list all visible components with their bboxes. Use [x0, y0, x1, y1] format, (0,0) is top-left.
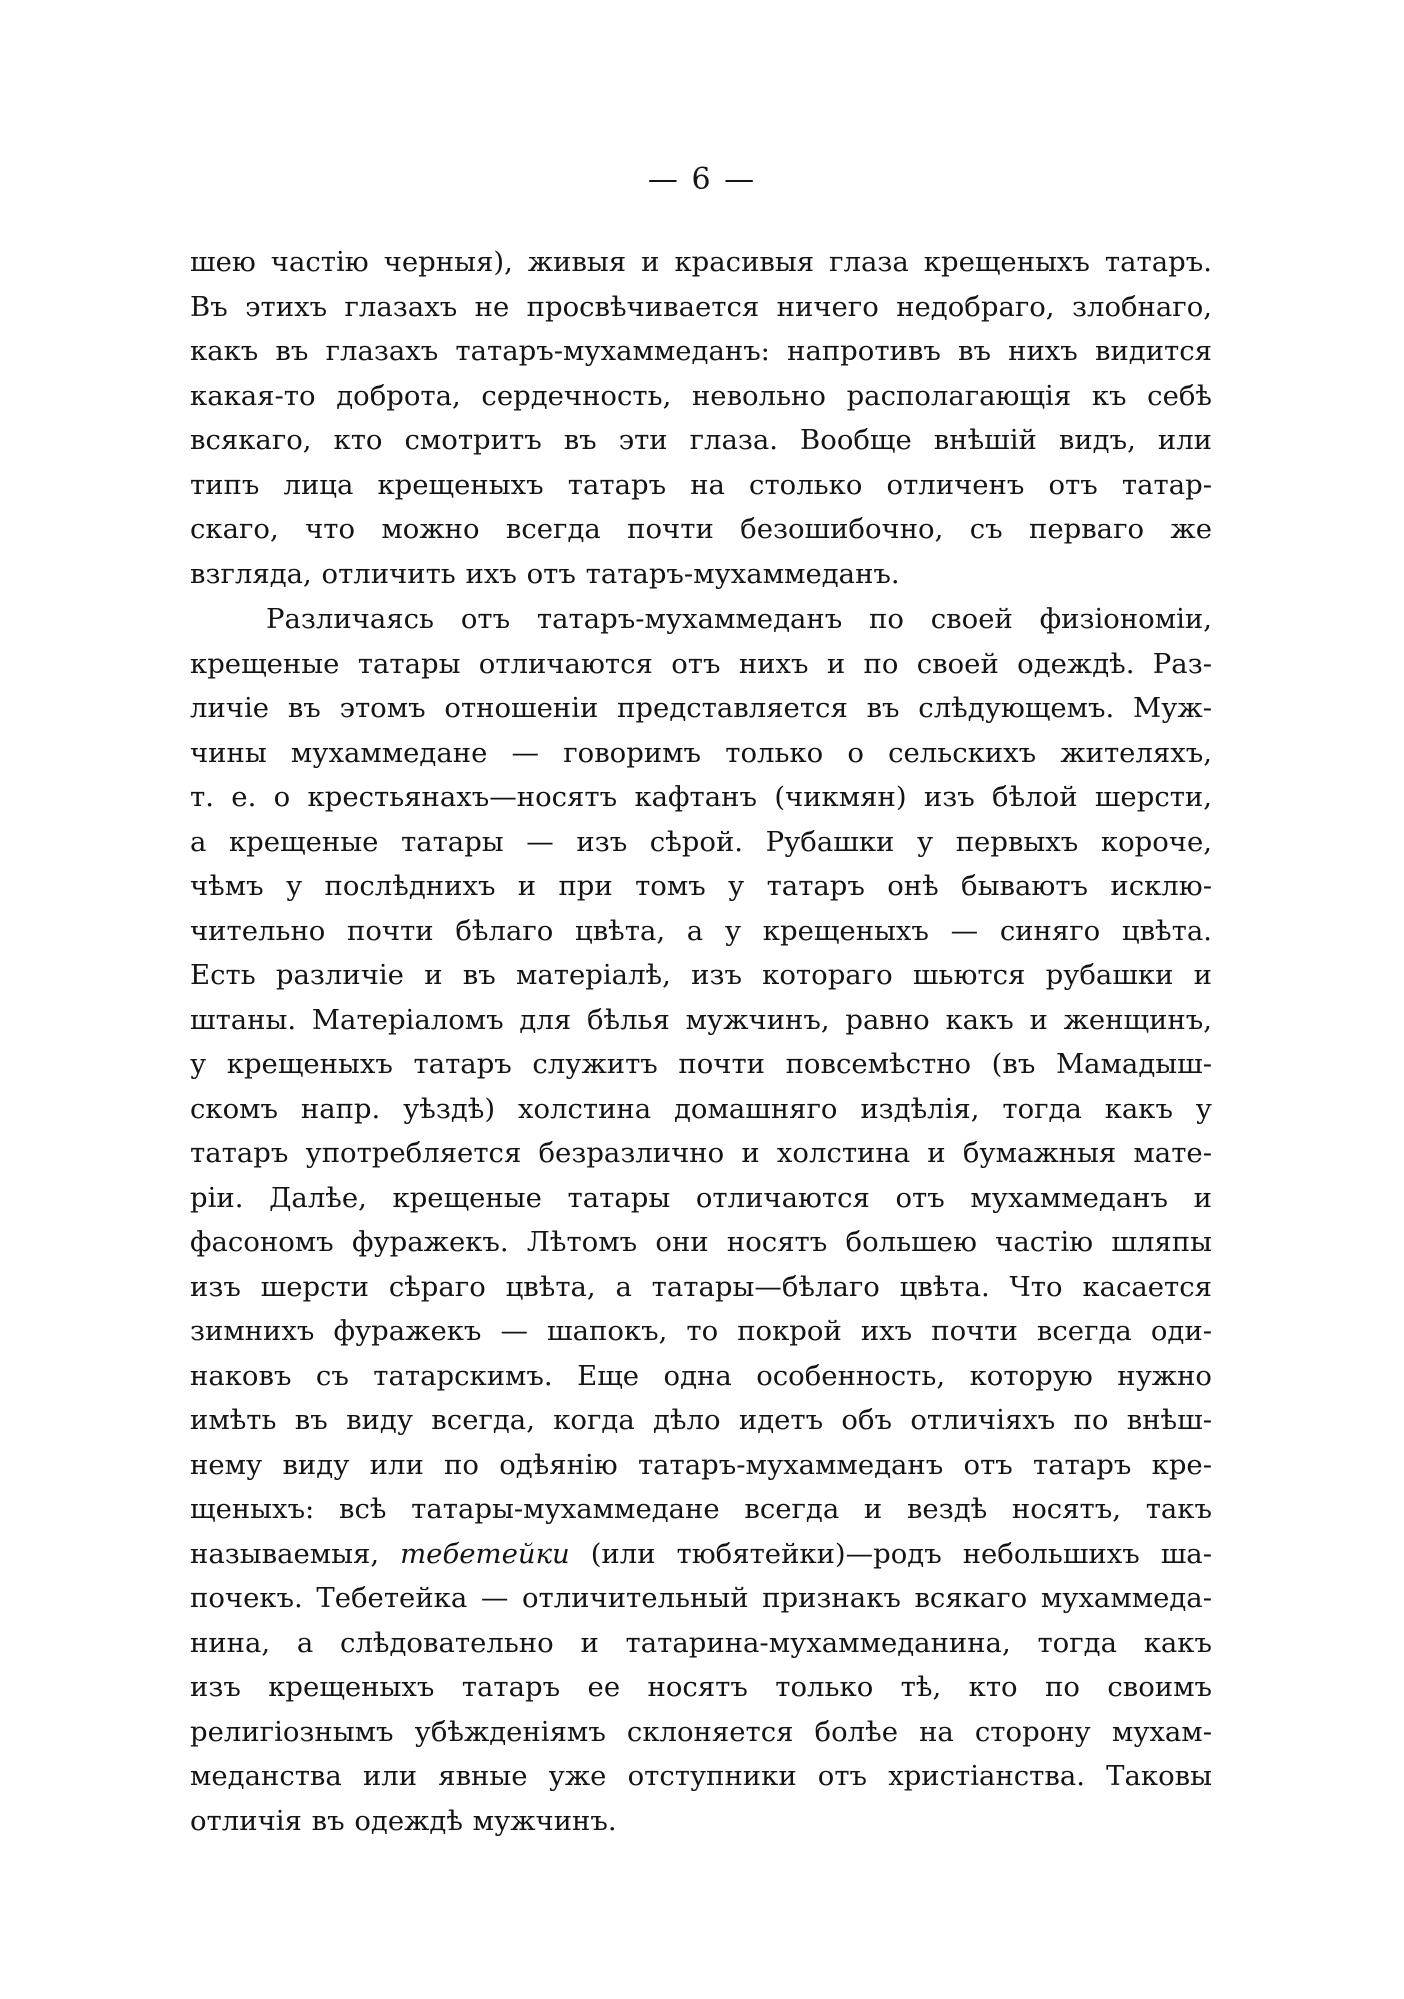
emphasized-term: тебетейки [400, 1537, 570, 1570]
text-line: изъ крещеныхъ татаръ ее носятъ только тѣ, кто по своимъ [190, 1671, 1212, 1703]
emphasis-after: (или тюбятейки)—родъ небольшихъ ша- [569, 1537, 1212, 1570]
text-line: штаны. Матеріаломъ для бѣлья мужчинъ, равно какъ и женщинъ, [190, 1003, 1212, 1036]
text-line: изъ шерсти сѣраго цвѣта, а татары—бѣлаго цвѣта. Что касается [190, 1270, 1212, 1303]
text-line: зимнихъ фуражекъ — шапокъ, то покрой ихъ почти всегда оди- [190, 1315, 1212, 1347]
text-line: шею частію черныя), живыя и красивыя глаза крещеныхъ татаръ. [190, 246, 1212, 278]
text-line: какая-то доброта, сердечность, невольно располагающія къ себѣ [190, 379, 1212, 412]
text-line: чины мухаммедане — говоримъ только о сельскихъ жителяхъ, [190, 736, 1212, 769]
text-line: меданства или явные уже отступники отъ христіанства. Таковы [190, 1760, 1212, 1792]
text-line: Различаясь отъ татаръ-мухаммеданъ по своей физіономіи, [266, 603, 1212, 635]
text-line: ріи. Далѣе, крещеные татары отличаются отъ мухаммеданъ и [190, 1181, 1212, 1214]
text-line: чѣмъ у послѣднихъ и при томъ у татаръ онѣ бываютъ исклю- [190, 870, 1212, 902]
text-line: нина, а слѣдовательно и татарина-мухаммеданина, тогда какъ [190, 1626, 1212, 1659]
text-line: у крещеныхъ татаръ служитъ почти повсемѣстно (въ Мамадыш- [190, 1048, 1212, 1080]
text-line: фасономъ фуражекъ. Лѣтомъ они носятъ большею частію шляпы [190, 1226, 1212, 1258]
text-line: имѣть въ виду всегда, когда дѣло идетъ объ отличіяхъ по внѣш- [190, 1404, 1212, 1436]
paragraph-1 [190, 240, 1212, 596]
text-line: крещеные татары отличаются отъ нихъ и по своей одеждѣ. Раз- [190, 647, 1212, 680]
text-line: личіе въ этомъ отношеніи представляется въ слѣдующемъ. Муж- [190, 692, 1212, 724]
page-number: — 6 — [647, 162, 757, 197]
text-line: т. е. о крестьянахъ—носятъ кафтанъ (чикмян) изъ бѣлой шерсти, [190, 781, 1212, 813]
text-line: отличія въ одеждѣ мужчинъ. [190, 1804, 617, 1837]
text-line-with-emphasis [190, 1532, 1212, 1577]
text-line: какъ въ глазахъ татаръ-мухаммеданъ: напротивъ въ нихъ видится [190, 335, 1212, 367]
text-line: религіознымъ убѣжденіямъ склоняется болѣе на сторону мухам- [190, 1715, 1212, 1748]
text-line: почекъ. Тебетейка — отличительный признакъ всякаго мухаммеда- [190, 1582, 1212, 1614]
paragraph-2 [190, 597, 1212, 1843]
text-line: скаго, что можно всегда почти безошибочно, съ перваго же [190, 513, 1212, 545]
text-line: татаръ употребляется безразлично и холстина и бумажныя мате- [190, 1137, 1212, 1169]
text-line: чительно почти бѣлаго цвѣта, а у крещеныхъ — синяго цвѣта. [190, 914, 1212, 947]
text-line: Есть различіе и въ матеріалѣ, изъ котораго шьются рубашки и [190, 959, 1212, 991]
text-line: щеныхъ: всѣ татары-мухаммедане всегда и вездѣ носятъ, такъ [190, 1493, 1212, 1525]
emphasis-before: называемыя, [190, 1537, 401, 1570]
text-line: Въ этихъ глазахъ не просвѣчивается ничего недобраго, злобнаго, [190, 290, 1212, 323]
text-line: наковъ съ татарскимъ. Еще одна особенность, которую нужно [190, 1359, 1212, 1392]
text-line: всякаго, кто смотритъ въ эти глаза. Вообще внѣшій видъ, или [190, 424, 1212, 456]
text-line: скомъ напр. уѣздѣ) холстина домашняго издѣлія, тогда какъ у [190, 1092, 1212, 1125]
text-line: взгляда, отличить ихъ отъ татаръ-мухаммеданъ. [190, 557, 900, 590]
text-line: типъ лица крещеныхъ татаръ на столько отличенъ отъ татар- [190, 468, 1212, 501]
text-line: нему виду или по одѣянію татаръ-мухаммеданъ отъ татаръ кре- [190, 1448, 1212, 1481]
text-line: а крещеные татары — изъ сѣрой. Рубашки у первыхъ короче, [190, 825, 1212, 858]
